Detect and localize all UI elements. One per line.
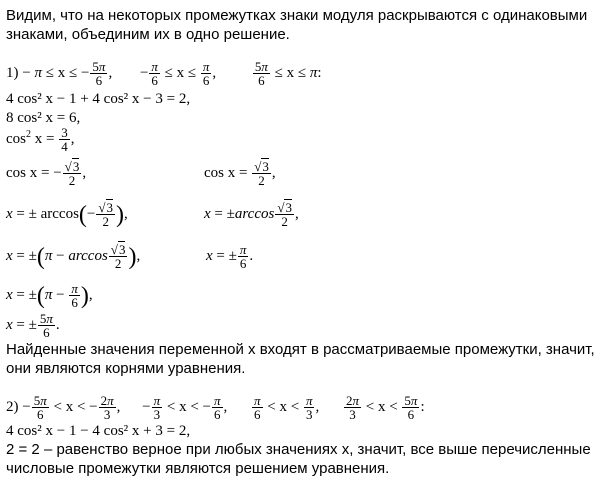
- fraction: $\frac{√3}{2}$: [254, 159, 269, 188]
- case2-label: 2): [6, 398, 19, 415]
- conclusion2-line-2: числовые промежутки являются решением уравнения.: [6, 460, 390, 477]
- conclusion2-line-1: 2 = 2 – равенство верное при любых значениях x, значит, все выше перечисленные: [6, 441, 591, 458]
- x-5pi-over-6: x = ± $\frac{5\pi}{6}$ .: [6, 311, 60, 340]
- fraction: $\frac{\pi}{6}$: [214, 393, 221, 422]
- cos-x-neg: cos x = − $\frac{√3}{2}$ ,: [6, 159, 87, 188]
- fraction: $\frac{\pi}{3}$: [305, 393, 313, 422]
- fraction: $\frac{\pi}{6}$: [151, 59, 158, 88]
- fraction: $\frac{√3}{2}$: [277, 200, 292, 229]
- fraction: $\frac{2\pi}{3}$: [100, 393, 114, 422]
- case1-eq-2: 8 cos² x = 6,: [6, 110, 81, 126]
- fraction: $\frac{2\pi}{3}$: [345, 393, 359, 422]
- fraction: $\frac{5\pi}{6}$: [404, 393, 418, 422]
- fraction: $\frac{√3}{2}$: [64, 159, 80, 188]
- fraction: $\frac{√3}{2}$: [98, 200, 114, 229]
- cos-x-pos: cos x = $\frac{√3}{2}$ ,: [204, 159, 276, 188]
- fraction: $\frac{√3}{2}$: [110, 242, 126, 271]
- conclusion1-line-1: Найденные значения переменной x входят в рассматриваемые промежутки, значит,: [6, 341, 595, 358]
- fraction: $\frac{\pi}{6}$: [202, 59, 210, 88]
- intro-line-1: Видим, что на некоторых промежутках знаки модуля раскрываются с одинаковыми: [6, 7, 588, 24]
- cos-squared-eq: $\cos^2 x$ = $\frac{3}{4}$ ,: [6, 125, 75, 154]
- x-pi-over-6: x = ± $\frac{\pi}{6}$ .: [206, 242, 254, 271]
- x-pi-minus-pi-over-6: x = ±(π − $\frac{\pi}{6}$ ),: [6, 281, 93, 310]
- conclusion1-line-2: они являются корнями уравнения.: [6, 360, 246, 377]
- case1-intervals: 1) − π ≤ x ≤ − $\frac{5\pi}{6}$ , − $\frac{\pi}{6}$ ≤ x ≤ $\frac{\pi}{6}$ , $\frac{5\pi}{6}$ ≤ x ≤ π:: [6, 59, 322, 88]
- x-arccos-pos: x = ±arccos $\frac{√3}{2}$ ,: [204, 200, 299, 229]
- x-arccos-neg: x = ± arccos(− $\frac{√3}{2}$ ),: [6, 200, 128, 229]
- fraction: $\frac{\pi}{6}$: [254, 393, 261, 422]
- case1-label: 1): [6, 64, 19, 81]
- fraction: $\frac{5\pi}{6}$: [254, 59, 268, 88]
- case1-eq-1: 4 cos² x − 1 + 4 cos² x − 3 = 2,: [6, 91, 191, 107]
- fraction: $\frac{\pi}{6}$: [71, 281, 78, 310]
- case2-eq: 4 cos² x − 1 − 4 cos² x + 3 = 2,: [6, 423, 191, 439]
- fraction: $\frac{\pi}{6}$: [239, 242, 247, 271]
- fraction: $\frac{5\pi}{6}$: [92, 59, 106, 88]
- intro-line-2: знаками, объединим их в одно решение.: [6, 26, 290, 43]
- fraction: $\frac{3}{4}$: [61, 125, 68, 154]
- fraction: $\frac{\pi}{3}$: [153, 393, 161, 422]
- x-pi-minus-arccos: x = ±(π − arccos $\frac{√3}{2}$ ),: [6, 242, 141, 271]
- fraction: $\frac{5\pi}{6}$: [39, 311, 53, 340]
- case2-intervals: 2) − $\frac{5\pi}{6}$ < x < − $\frac{2\pi}{3}$ , − $\frac{\pi}{3}$ < x < − $\frac{\pi}{6}$ , $\frac{\pi}{6}$ < x < $\frac{\pi}{3}$ , $\frac{2\pi}{3}$ < x < $\frac{5\pi}{6}$ :: [6, 393, 425, 422]
- fraction: $\frac{5\pi}{6}$: [33, 393, 47, 422]
